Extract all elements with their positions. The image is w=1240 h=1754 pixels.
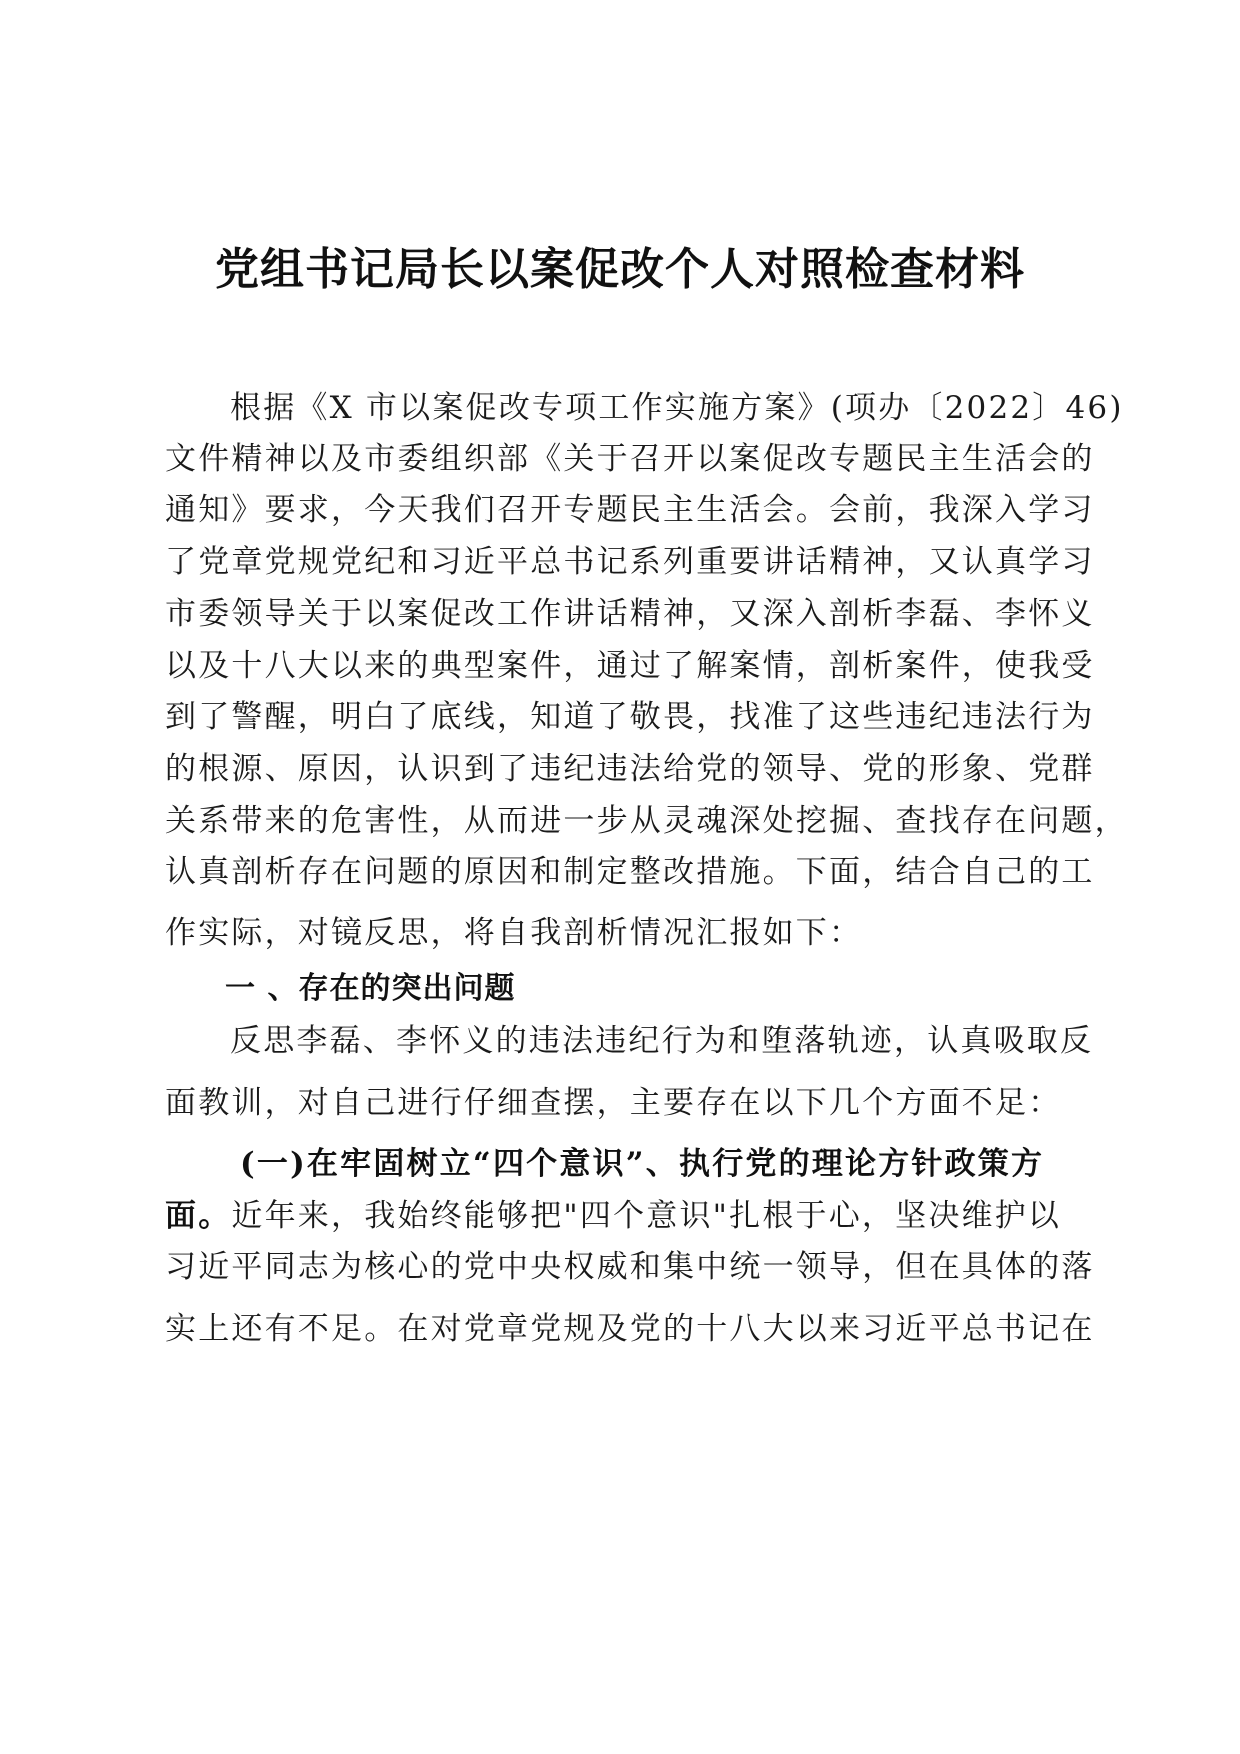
paragraph-text: 近年来，我始终能够把"四个意识"扎根于心，坚决维护以 <box>231 1198 1062 1234</box>
paragraph-line <box>165 1195 1085 1237</box>
document-title: 党组书记局长以案促改个人对照检查材料 <box>215 244 1025 295</box>
paragraph-line: 以及十八大以来的典型案件，通过了解案情，剖析案件，使我受 <box>165 648 1095 684</box>
paragraph-line: 通知》要求，今天我们召开专题民主生活会。会前，我深入学习 <box>165 492 1095 528</box>
paragraph-line: 作实际，对镜反思，将自我剖析情况汇报如下： <box>165 915 863 951</box>
subsection-heading-end: 面。 <box>165 1198 232 1234</box>
paragraph-line: 习近平同志为核心的党中央权威和集中统一领导，但在具体的落 <box>165 1249 1095 1285</box>
paragraph-line: 实上还有不足。在对党章党规及党的十八大以来习近平总书记在 <box>165 1311 1095 1347</box>
paragraph-line: 到了警醒，明白了底线，知道了敬畏，找准了这些违纪违法行为 <box>165 699 1095 735</box>
paragraph-line: 的根源、原因，认识到了违纪违法给党的领导、党的形象、党群 <box>165 751 1095 787</box>
paragraph-line: 关系带来的危害性，从而进一步从灵魂深处挖掘、查找存在问题， <box>165 803 1128 839</box>
paragraph-line: 面教训，对自己进行仔细查摆，主要存在以下几个方面不足： <box>165 1085 1062 1121</box>
paragraph-line: 了党章党规党纪和习近平总书记系列重要讲话精神，又认真学习 <box>165 544 1095 580</box>
paragraph-line: 认真剖析存在问题的原因和制定整改措施。下面，结合自己的工 <box>165 854 1095 890</box>
paragraph-line: 市委领导关于以案促改工作讲话精神，又深入剖析李磊、李怀义 <box>165 596 1095 632</box>
section-heading: 一 、存在的突出问题 <box>225 971 516 1006</box>
paragraph-line: 反思李磊、李怀义的违法违纪行为和堕落轨迹，认真吸取反 <box>230 1023 1094 1059</box>
subsection-heading: (一)在牢固树立“四个意识”、执行党的理论方针政策方 <box>240 1146 1045 1182</box>
paragraph-line: 文件精神以及市委组织部《关于召开以案促改专题民主生活会的 <box>165 441 1095 477</box>
paragraph-line: 根据《X 市以案促改专项工作实施方案》(项办〔2022〕46) <box>230 390 1124 426</box>
